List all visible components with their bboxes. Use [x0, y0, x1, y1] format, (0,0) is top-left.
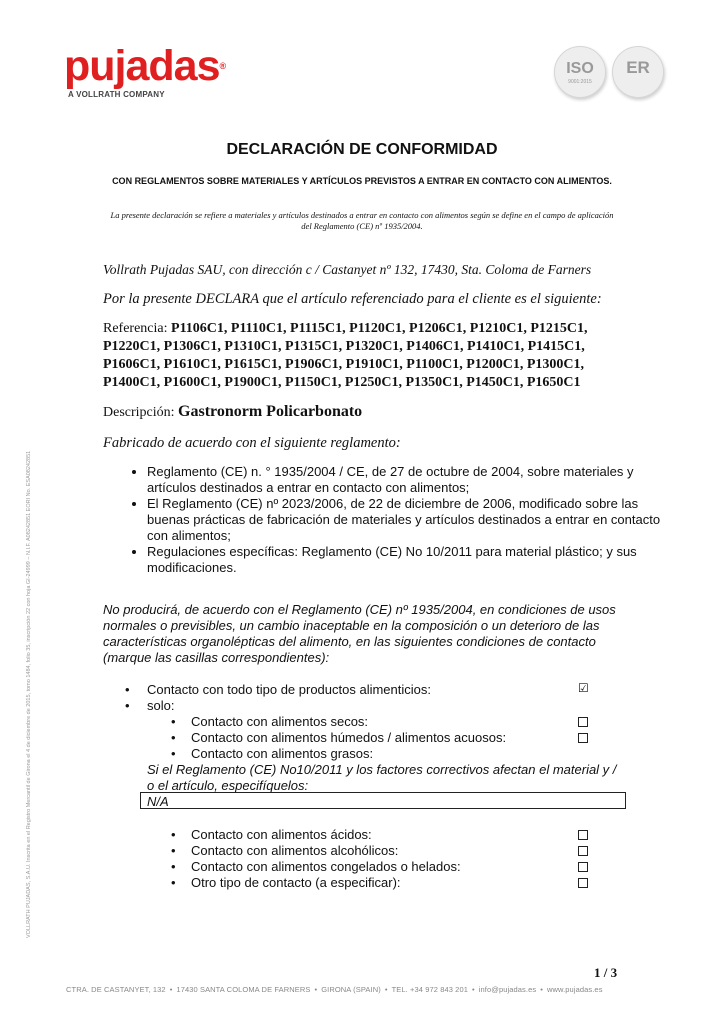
contact-humedos-label: Contacto con alimentos húmedos / alimentos acuosos:	[191, 730, 507, 745]
manufactured-line: Fabricado de acuerdo con el siguiente reglamento:	[103, 435, 401, 451]
footer-phone: TEL. +34 972 843 201	[391, 985, 468, 994]
contact-otro-checkbox[interactable]	[578, 878, 588, 888]
contact-congelados-label: Contacto con alimentos congelados o helados:	[191, 859, 461, 874]
contact-acidos-checkbox[interactable]	[578, 830, 588, 840]
document-subtitle: CON REGLAMENTOS SOBRE MATERIALES Y ARTÍCULOS PREVISTOS A ENTRAR EN CONTACTO CON ALIMENTOS.	[112, 176, 612, 186]
bullet: •	[171, 730, 176, 745]
reference-list: P1106C1, P1110C1, P1115C1, P1120C1, P1206C1, P1210C1, P1215C1, P1220C1, P1306C1, P1310C1, P1315C1, P1320C1, P1406C1, P1410C1, P1415C1, P1606C1, P1610C1, P1615C1, P1906C1, P1910C1, P1100C1, P1200C1, P1300C1, P1400C1, P1600C1, P1900C1, P1150C1, P1250C1, P1350C1, P1450C1, P1650C1	[103, 321, 588, 390]
solo-label: solo:	[147, 698, 175, 713]
bullet: •	[171, 859, 176, 874]
declares-line: Por la presente DECLARA que el artículo referenciado para el cliente es el siguiente:	[103, 291, 602, 307]
contact-secos-label: Contacto con alimentos secos:	[191, 714, 369, 729]
iso-certification-badge: ISO 9001:2015	[554, 46, 606, 98]
bullet: •	[171, 843, 176, 858]
footer-street: CTRA. DE CASTANYET, 132	[66, 985, 166, 994]
footer-region: GIRONA (SPAIN)	[321, 985, 381, 994]
pujadas-logo	[64, 44, 225, 99]
contact-secos-checkbox[interactable]	[578, 717, 588, 727]
references-block	[103, 320, 633, 392]
document-title: DECLARACIÓN DE CONFORMIDAD	[226, 141, 498, 158]
contact-grasos-label: Contacto con alimentos grasos:	[191, 746, 374, 761]
contact-otro-label: Otro tipo de contacto (a especificar):	[191, 875, 401, 890]
list-item: • Regulaciones específicas: Reglamento (CE) No 10/2011 para material plástico; y sus modificaciones.	[147, 544, 667, 576]
contact-all-label: Contacto con todo tipo de productos alimenticios:	[147, 682, 432, 697]
bullet: •	[171, 714, 176, 729]
bullet: •	[171, 746, 176, 761]
contact-congelados-checkbox[interactable]	[578, 862, 588, 872]
footer-email-link[interactable]: info@pujadas.es	[478, 985, 537, 994]
company-registry-text: VOLLRATH PUJADAS, S.A.U. Inscrita en el Registro Mercantil de Girona el 4 de diciembre de 2015, tomo 1484, folio 35, inscripción 22 con hoja GI-24999 – N.I.F. A08242851 EORI No. ESA08242851	[26, 450, 32, 938]
description-label: Descripción:	[103, 405, 179, 420]
list-item: • Reglamento (CE) n. ° 1935/2004 / CE, de 27 de octubre de 2004, sobre materiales y artículos destinados a entrar en contacto con alimentos;	[147, 464, 667, 496]
intro-text: La presente declaración se refiere a materiales y artículos destinados a entrar en contacto con alimentos según se define en el campo de aplicación del Reglamento (CE) nº 1935/2004.	[110, 210, 614, 231]
contact-alcoholicos-checkbox[interactable]	[578, 846, 588, 856]
warning-paragraph: No producirá, de acuerdo con el Reglamento (CE) nº 1935/2004, en condiciones de usos normales o previsibles, un cambio inaceptable en la composición o un deterioro de las características organolépticas del alimento, en las siguientes condiciones de contacto (marque las casillas correspondientes):	[103, 602, 616, 665]
page-number: 1 / 3	[594, 965, 618, 980]
er-certification-badge: ER	[612, 46, 664, 98]
logo-wordmark: pujadas®	[64, 42, 226, 90]
contact-humedos-checkbox[interactable]	[578, 733, 588, 743]
logo-subtitle: A VOLLRATH COMPANY	[68, 90, 165, 99]
list-item: • El Reglamento (CE) nº 2023/2006, de 22 de diciembre de 2006, modificado sobre las buenas prácticas de fabricación de materiales y artículos destinados a entrar en contacto con alimentos;	[147, 496, 667, 544]
bullet: •	[125, 682, 130, 697]
bullet: •	[171, 827, 176, 842]
footer-address: CTRA. DE CASTANYET, 132 • 17430 SANTA COLOMA DE FARNERS • GIRONA (SPAIN) • TEL. +34 972 843 201 • info@pujadas.es • www.pujadas.es	[66, 985, 603, 994]
contact-acidos-label: Contacto con alimentos ácidos:	[191, 827, 372, 842]
contact-all-checkbox[interactable]: ☑	[578, 681, 589, 695]
contact-alcoholicos-label: Contacto con alimentos alcohólicos:	[191, 843, 399, 858]
regulations-list	[103, 464, 667, 576]
description-value: Gastronorm Policarbonato	[178, 403, 363, 420]
footer-web-link[interactable]: www.pujadas.es	[546, 985, 603, 994]
reference-label: Referencia:	[103, 321, 172, 336]
bullet: •	[171, 875, 176, 890]
bullet: •	[125, 698, 130, 713]
company-line: Vollrath Pujadas SAU, con dirección c / Castanyet nº 132, 17430, Sta. Coloma de Farners	[103, 262, 592, 277]
footer-city: 17430 SANTA COLOMA DE FARNERS	[176, 985, 311, 994]
grasos-note: Si el Reglamento (CE) No10/2011 y los factores correctivos afectan el material y / o el artículo, especifíquelos:	[147, 762, 617, 793]
specify-field[interactable]: N/A	[140, 792, 626, 809]
description-block	[103, 403, 633, 422]
